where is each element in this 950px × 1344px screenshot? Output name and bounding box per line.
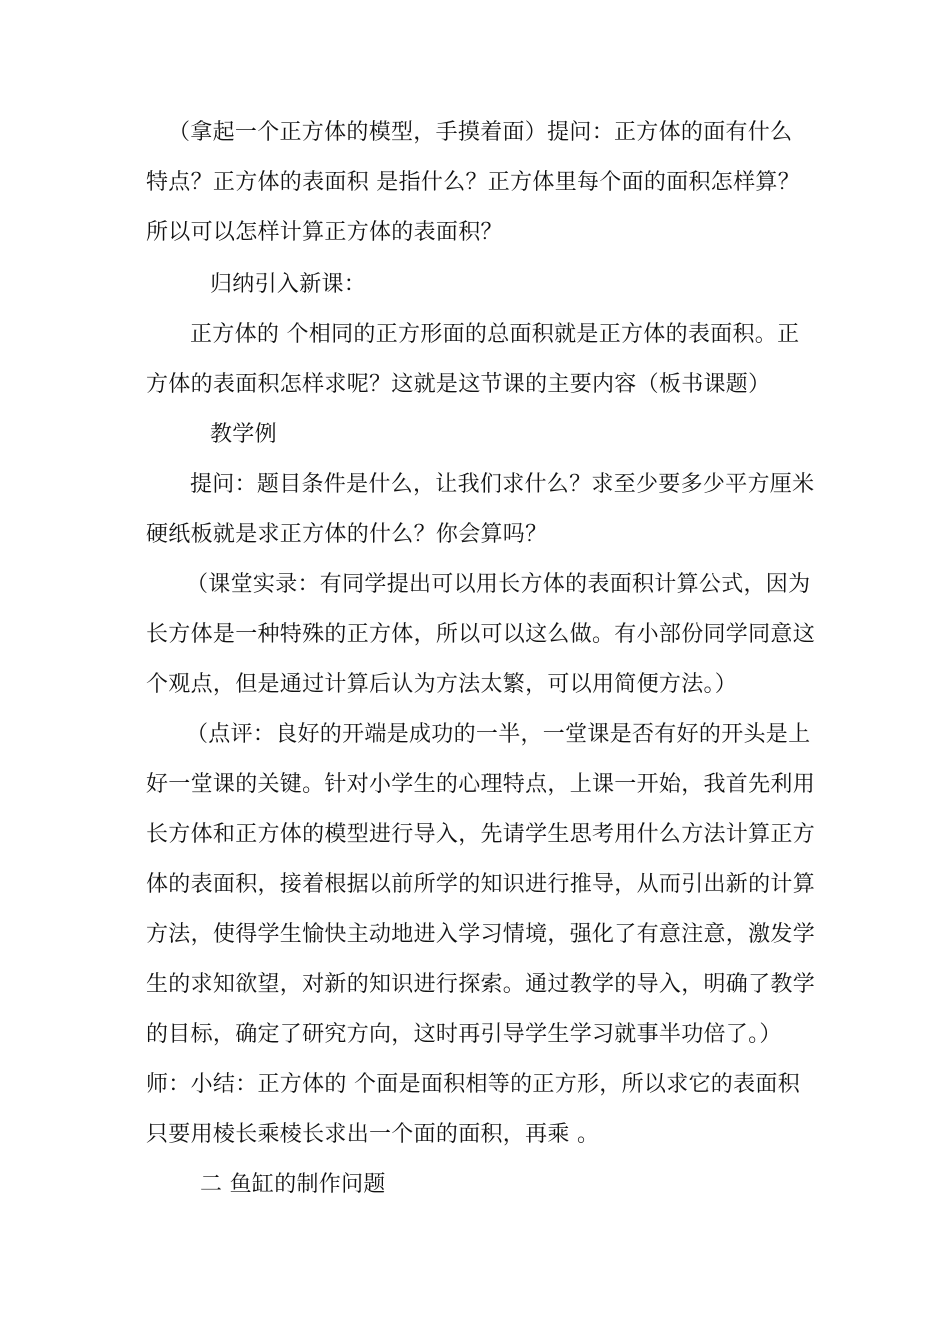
text-line-21: 只要用棱长乘棱长求出一个面的面积，再乘 。 [146,1122,600,1147]
text-line-18: 生的求知欲望，对新的知识进行探索。通过教学的导入，明确了教学 [146,972,816,997]
text-line-9: 硬纸板就是求正方体的什么？你会算吗？ [146,522,548,547]
text-line-10: （课堂实录：有同学提出可以用长方体的表面积计算公式，因为 [186,572,811,597]
text-line-5: 正方体的 个相同的正方形面的总面积就是正方体的表面积。正 [190,322,800,347]
text-line-13: （点评：良好的开端是成功的一半，一堂课是否有好的开头是上 [186,722,811,747]
text-line-20: 师：小结：正方体的 个面是面积相等的正方形，所以求它的表面积 [146,1072,800,1097]
section-heading-example: 教学例 [210,422,277,447]
text-line-11: 长方体是一种特殊的正方体，所以可以这么做。有小部份同学同意这 [146,622,816,647]
text-line-19: 的目标，确定了研究方向，这时再引导学生学习就事半功倍了。） [146,1022,782,1047]
section-heading-intro: 归纳引入新课： [210,272,367,297]
text-line-2: 特点？正方体的表面积 是指什么？正方体里每个面的面积怎样算？ [146,170,800,195]
text-line-16: 体的表面积，接着根据以前所学的知识进行推导，从而引出新的计算 [146,872,816,897]
text-line-17: 方法，使得学生愉快主动地进入学习情境，强化了有意注意，激发学 [146,922,816,947]
text-line-1: （拿起一个正方体的模型，手摸着面）提问：正方体的面有什么 [168,120,793,145]
text-line-12: 个观点，但是通过计算后认为方法太繁，可以用简便方法。） [146,672,738,697]
text-line-6: 方体的表面积怎样求呢？这就是这节课的主要内容（板书课题） [146,372,771,397]
text-line-3: 所以可以怎样计算正方体的表面积？ [146,220,503,245]
text-line-15: 长方体和正方体的模型进行导入，先请学生思考用什么方法计算正方 [146,822,816,847]
section-heading-fish-tank: 二 鱼缸的制作问题 [200,1172,386,1197]
text-line-14: 好一堂课的关键。针对小学生的心理特点，上课一开始，我首先利用 [146,772,816,797]
text-line-8: 提问：题目条件是什么，让我们求什么？求至少要多少平方厘米 [190,472,815,497]
